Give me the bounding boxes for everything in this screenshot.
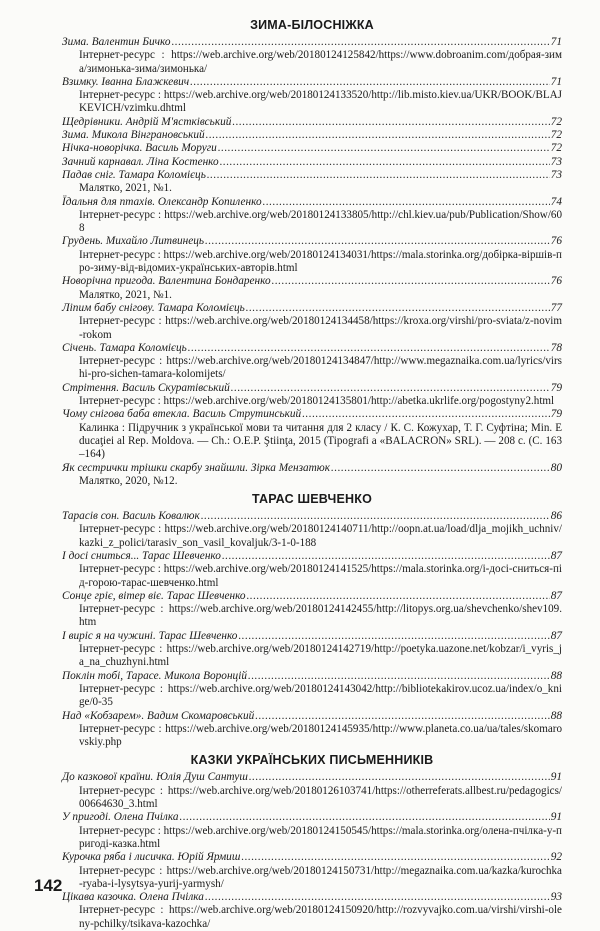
toc-entry-title: Зима. Валентин Бичко (62, 36, 171, 48)
toc-entry-header (62, 196, 562, 209)
toc-entry-header (62, 235, 562, 248)
dot-leader (205, 235, 550, 248)
toc-entry-page: 79 (550, 408, 562, 421)
dot-leader (255, 710, 549, 723)
toc-entry-page: 78 (550, 341, 562, 354)
toc-entry (62, 408, 562, 461)
dot-leader (218, 142, 550, 155)
toc-entry (62, 169, 562, 196)
toc-entry (62, 382, 562, 409)
toc-entry-page: 73 (550, 168, 562, 181)
toc-entry-header (62, 129, 562, 142)
dot-leader (222, 550, 550, 563)
toc-entry-header (62, 169, 562, 182)
toc-entry-page: 88 (550, 669, 562, 682)
toc-entry (62, 142, 562, 155)
toc-entry (62, 129, 562, 142)
toc-entry-page: 87 (550, 629, 562, 642)
dot-leader (205, 891, 550, 904)
toc-entry-page: 72 (550, 142, 562, 155)
section-title: ТАРАС ШЕВЧЕНКО (251, 492, 373, 507)
toc-entry (62, 811, 562, 851)
toc-entry (62, 670, 562, 710)
toc-entry-page: 91 (550, 771, 562, 784)
toc-entry-page: 93 (550, 891, 562, 904)
toc-entry-header (62, 710, 562, 723)
toc-entry-title: До казкової країни. Юлія Душ Сантуш (62, 771, 248, 784)
toc-entry-source: Інтернет-ресурс : https://web.archive.org/web/20180124133520/http://lib.misto.kiev.ua/UKR/BOOK/BLAJKEVICH/vzimku.dhtml (79, 89, 562, 115)
toc-entry-title: Взимку. Іванна Блажкевич (62, 75, 190, 88)
toc-entry-source: Інтернет-ресурс : https://web.archive.org/web/20180124134031/https://mala.storinka.org/добірка-віршів-про-зиму-від-відомих-українських-авторів.html (79, 248, 562, 275)
toc-entry-page: 72 (550, 129, 562, 142)
toc-entry-header (62, 76, 562, 89)
toc-entry-page: 71 (550, 36, 562, 48)
toc-entry-source: Інтернет-ресурс : https://web.archive.org/web/20180124150731/http://megaznaika.com.ua/kazka/kurochka-ryaba-i-lysytsya-yurij-yarmysh/ (79, 864, 562, 890)
toc-entry-header (62, 116, 562, 129)
toc-entry-page: 87 (550, 549, 562, 562)
toc-entry-title: Нічка-новорічка. Василь Моруги (62, 142, 217, 155)
toc-entry-title: І досі сниться... Тарас Шевченко (62, 549, 221, 562)
toc-entry (62, 36, 562, 76)
toc-entry-header (62, 670, 562, 683)
dot-leader (207, 169, 550, 182)
toc-entry-page: 80 (550, 461, 562, 474)
toc-entry-page: 76 (550, 235, 562, 248)
toc-entry (62, 510, 562, 550)
toc-entry-header (62, 342, 562, 355)
toc-entry (62, 771, 562, 811)
toc-entry (62, 851, 562, 891)
toc-entry-title: Ліпим бабу снігову. Тамара Коломієць (62, 301, 245, 314)
toc-entry-header (62, 771, 562, 784)
toc-entry-source: Малятко, 2020, №12. (79, 474, 178, 487)
toc-entry-page: 77 (550, 301, 562, 314)
toc-entry-header (62, 811, 562, 824)
toc-entry (62, 342, 562, 382)
toc-entry-title: Зима. Микола Вінграновський (62, 129, 205, 142)
toc-entry-page: 92 (550, 851, 562, 864)
page-number: 142 (34, 876, 63, 895)
toc-entry-header (62, 630, 562, 643)
toc-entry-header (62, 382, 562, 395)
toc-entry-title: Січень. Тамара Коломієць (62, 341, 187, 354)
toc-entry (62, 196, 562, 236)
toc-entry (62, 550, 562, 590)
dot-leader (188, 342, 550, 355)
toc-entry-page: 87 (550, 589, 562, 602)
toc-entry-source: Інтернет-ресурс : https://web.archive.org/web/20180124142455/http://litopys.org.ua/shevchenko/shev109.htm (79, 603, 562, 629)
toc-entry-header (62, 408, 562, 421)
toc-entry-header (62, 142, 562, 155)
dot-leader (263, 196, 550, 209)
toc-entry-header (62, 510, 562, 523)
toc-entry (62, 76, 562, 116)
toc-entry-page: 73 (550, 155, 562, 168)
toc-entry-header (62, 851, 562, 864)
toc-entry (62, 116, 562, 129)
section-title: КАЗКИ УКРАЇНСЬКИХ ПИСЬМЕННИКІВ (190, 753, 434, 768)
toc-entry-source: Інтернет-ресурс : https://web.archive.org/web/20180124145935/http://www.planeta.co.ua/ua/tales/skomarovskiy.php (79, 722, 562, 749)
toc-entry (62, 891, 562, 931)
toc-entry-page: 91 (550, 811, 562, 824)
dot-leader (220, 156, 550, 169)
dot-leader (232, 116, 549, 129)
toc-entry-source: Інтернет-ресурс : https://web.archive.org/web/20180124140711/http://oopn.at.ua/load/dlja_mojikh_uchniv/kazki_z_polici/tarasiv_son_vasil_kovaljuk/3-1-0-188 (79, 523, 562, 549)
dot-leader (246, 302, 550, 315)
toc-entry-title: Стрітення. Василь Скуратівський (62, 381, 230, 394)
dot-leader (247, 590, 550, 603)
toc-entry-title: Сонце гріє, вітер віє. Тарас Шевченко (62, 589, 246, 602)
toc-entry-source: Інтернет-ресурс : https://web.archive.org/web/20180124134847/http://www.megaznaika.com.ua/lyrics/virshi-pro-sichen-tamara-kolomijets/ (79, 355, 562, 381)
toc-entry-title: Як сестрички трішки скарбу знайшли. Зірка Мензатюк (62, 461, 331, 474)
dot-leader (180, 811, 550, 824)
dot-leader (241, 851, 549, 864)
dot-leader (331, 462, 550, 475)
dot-leader (231, 382, 550, 395)
dot-leader (201, 510, 550, 523)
toc-entry (62, 156, 562, 169)
toc-entry-title: Поклін тобі, Тарасе. Микола Воронцій (62, 669, 247, 682)
toc-entry-title: Зачний карнавал. Ліна Костенко (62, 155, 219, 168)
dot-leader (206, 129, 550, 142)
toc-entry-title: Грудень. Михайло Литвинець (62, 235, 205, 248)
toc-entry-page: 74 (550, 195, 562, 208)
toc-entry (62, 710, 562, 750)
toc-entry (62, 590, 562, 630)
toc-entry-title: Над «Кобзарем». Вадим Скомаровський (62, 709, 255, 722)
toc-entry-header (62, 891, 562, 904)
toc-entry (62, 630, 562, 670)
toc-entry-source: Інтернет-ресурс : https://web.archive.org/web/20180124133805/http://chl.kiev.ua/pub/Publication/Show/608 (79, 208, 562, 235)
toc-entry-header (62, 550, 562, 563)
toc-entry (62, 462, 562, 489)
toc-entry-header (62, 462, 562, 475)
toc-entry-header (62, 590, 562, 603)
toc-entry-title: Чому снігова баба втекла. Василь Струтинський (62, 408, 302, 421)
toc-entry-header (62, 275, 562, 288)
toc-entry-header (62, 302, 562, 315)
toc-entry-source: Інтернет-ресурс : https://web.archive.org/web/20180124125842/https://www.dobroanim.com/добрая-зима/зимонька-зима/зимонька/ (79, 49, 562, 75)
dot-leader (272, 275, 550, 288)
toc-entry-header (62, 156, 562, 169)
dot-leader (302, 408, 549, 421)
toc-entry-title: І виріс я на чужині. Тарас Шевченко (62, 629, 238, 642)
dot-leader (248, 670, 550, 683)
dot-leader (172, 36, 550, 49)
toc-entry-page: 71 (550, 75, 562, 88)
toc-entry-source: Інтернет-ресурс : https://web.archive.org/web/20180124143042/http://bibliotekakirov.ucoz.ua/index/o_knige/0-35 (79, 682, 562, 709)
dot-leader (238, 630, 549, 643)
dot-leader (190, 76, 550, 89)
toc-entry-title: Новорічна пригода. Валентина Бондаренко (62, 275, 271, 288)
toc-entry-page: 72 (550, 115, 562, 128)
toc-entry-header (62, 36, 562, 49)
toc-entry (62, 275, 562, 302)
toc-entry-page: 76 (550, 275, 562, 288)
toc-entry-title: Курочка ряба і лисичка. Юрій Ярмиш (62, 851, 241, 864)
toc-entry-page: 86 (550, 510, 562, 523)
toc-entry-source: Калинка : Підручник з української мови та читання для 2 класу / К. С. Кожухар, Т. Г. Суфтіна; Min. Educaţiei al Rep. Moldova. — Ch.: O.E.P. Ştiinţa, 2015 (Tipografi a «BALACRON» SRL). — 208 с. (С. 163–164) (79, 421, 562, 461)
toc-entry-source: Інтернет-ресурс : https://web.archive.org/web/20180124135801/http://abetka.ukrlife.org/pogostyny2.html (79, 395, 555, 408)
toc-entry-page: 79 (550, 381, 562, 394)
toc-entry (62, 235, 562, 275)
section-title: ЗИМА-БІЛОСНІЖКА (250, 18, 374, 32)
toc-entry-title: Падав сніг. Тамара Коломієць (62, 168, 206, 181)
toc-entry-title: Цікава казочка. Олена Пчілка (62, 891, 204, 904)
toc-page (62, 14, 562, 931)
toc-entry-title: Щедрівники. Андрій М'ястківський (62, 115, 232, 128)
toc-entry-title: Тарасів сон. Василь Ковалюк (62, 510, 200, 523)
toc-entry-source: Інтернет-ресурс : https://web.archive.org/web/20180124142719/http://poetyka.uazone.net/kobzar/i_vyris_ja_na_chuzhyni.html (79, 643, 562, 669)
toc-entry-source: Інтернет-ресурс : https://web.archive.org/web/20180124150545/https://mala.storinka.org/олена-пчілка-у-пригоді-казка.html (79, 824, 562, 850)
toc-entry-source: Малятко, 2021, №1. (79, 182, 172, 195)
toc-entry-source: Інтернет-ресурс : https://web.archive.org/web/20180126103741/https://otherreferats.allbest.ru/pedagogics/00664630_3.html (79, 784, 562, 811)
toc-entry (62, 302, 562, 342)
toc-entry-source: Малятко, 2021, №1. (79, 288, 172, 301)
toc-entry-source: Інтернет-ресурс : https://web.archive.org/web/20180124150920/http://rozvyvajko.com.ua/virshi/virshi-oleny-pchilky/tsikava-kazochka/ (79, 904, 562, 930)
dot-leader (249, 771, 550, 784)
toc-entry-title: Їдальня для птахів. Олександр Копиленко (62, 195, 262, 208)
toc-entry-source: Інтернет-ресурс : https://web.archive.org/web/20180124141525/https://mala.storinka.org/і-досі-сниться-під-горою-тарас-шевченко.html (79, 563, 562, 589)
toc-entry-page: 88 (550, 709, 562, 722)
toc-entry-source: Інтернет-ресурс : https://web.archive.org/web/20180124134458/https://kroxa.org/virshi/pro-sviata/z-novim-rokom (79, 315, 562, 341)
toc-entry-title: У пригоді. Олена Пчілка (62, 811, 179, 824)
